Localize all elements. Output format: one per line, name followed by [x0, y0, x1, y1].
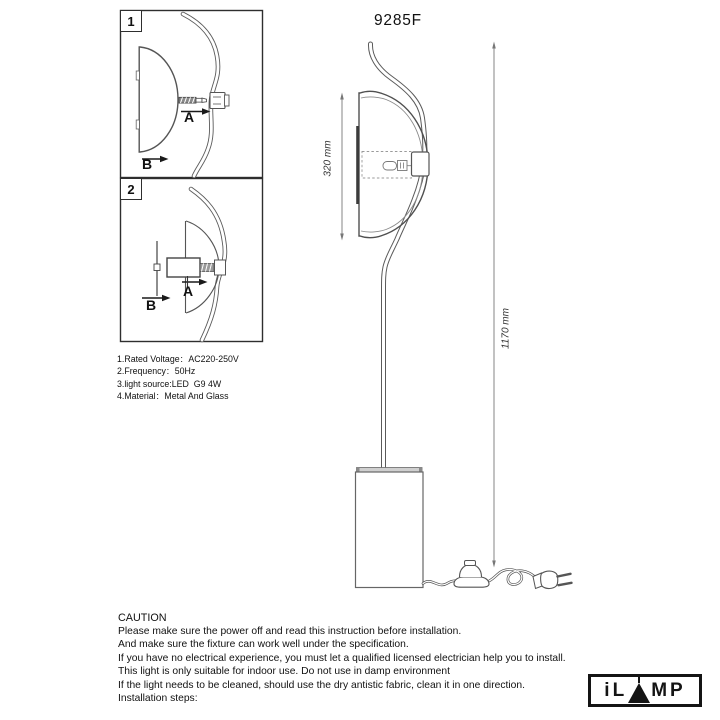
spec-material: 4.Material：Metal And Glass — [117, 391, 229, 402]
step2-number-badge: 2 — [120, 178, 142, 200]
step1-number-badge: 1 — [120, 10, 142, 32]
step1-pole-bracket — [210, 93, 229, 109]
spec-frequency: 2.Frequency：50Hz — [117, 366, 196, 377]
caution-line: Installation steps: — [118, 693, 198, 705]
caution-line: Please make sure the power off and read this instruction before installation. — [118, 626, 462, 637]
dimension-label-1170mm: 1170 mm — [500, 308, 512, 349]
spec-rated-voltage: 1.Rated Voltage：AC220-250V — [117, 354, 239, 364]
step1-shade — [136, 47, 178, 152]
g9-bulb — [383, 162, 397, 171]
ilamp-logo — [588, 674, 702, 707]
step2-diagram — [121, 179, 263, 342]
caution-line: If the light needs to be cleaned, should use the dry antistic fabric, clean it in one direction. — [118, 679, 525, 691]
dimension-line-320 — [340, 93, 344, 241]
step1-arrow-a-label: A — [184, 109, 195, 125]
lamp-base — [356, 468, 424, 588]
step1-screw-bolt — [179, 97, 207, 103]
caution-block — [118, 612, 566, 705]
lamp-drawing — [356, 44, 572, 589]
product-model: 9285F — [374, 12, 422, 29]
dimension-line-1170 — [492, 42, 496, 568]
specifications — [117, 353, 239, 403]
logo-text-right: MP — [651, 680, 686, 701]
step1-arrow-b-label: B — [142, 156, 153, 172]
foot-switch — [454, 561, 489, 588]
caution-line: This light is only suitable for indoor use. Do not use in damp environment — [118, 666, 450, 678]
step1-diagram — [121, 11, 263, 178]
dimension-label-320mm: 320 mm — [322, 140, 334, 177]
spec-light-source: 3.light source:LED G9 4W — [117, 378, 222, 389]
power-plug — [533, 571, 572, 588]
caution-line: And make sure the fixture can work well under the specification. — [118, 639, 409, 651]
step2-arrow-b-label: B — [146, 297, 157, 313]
logo-text-left: iL — [604, 680, 628, 701]
caution-heading: CAUTION — [118, 612, 167, 624]
caution-line: If you have no electrical experience, you must let a qualified licensed electrician help you to install. — [118, 652, 566, 664]
bulb-socket — [398, 161, 408, 171]
step2-arrow-a-label: A — [183, 283, 194, 299]
step2-glass-panel — [154, 241, 160, 296]
lamp-triangle-icon — [627, 677, 651, 704]
shade-pole-bracket — [412, 152, 430, 176]
step2-lamp-housing — [167, 258, 226, 277]
